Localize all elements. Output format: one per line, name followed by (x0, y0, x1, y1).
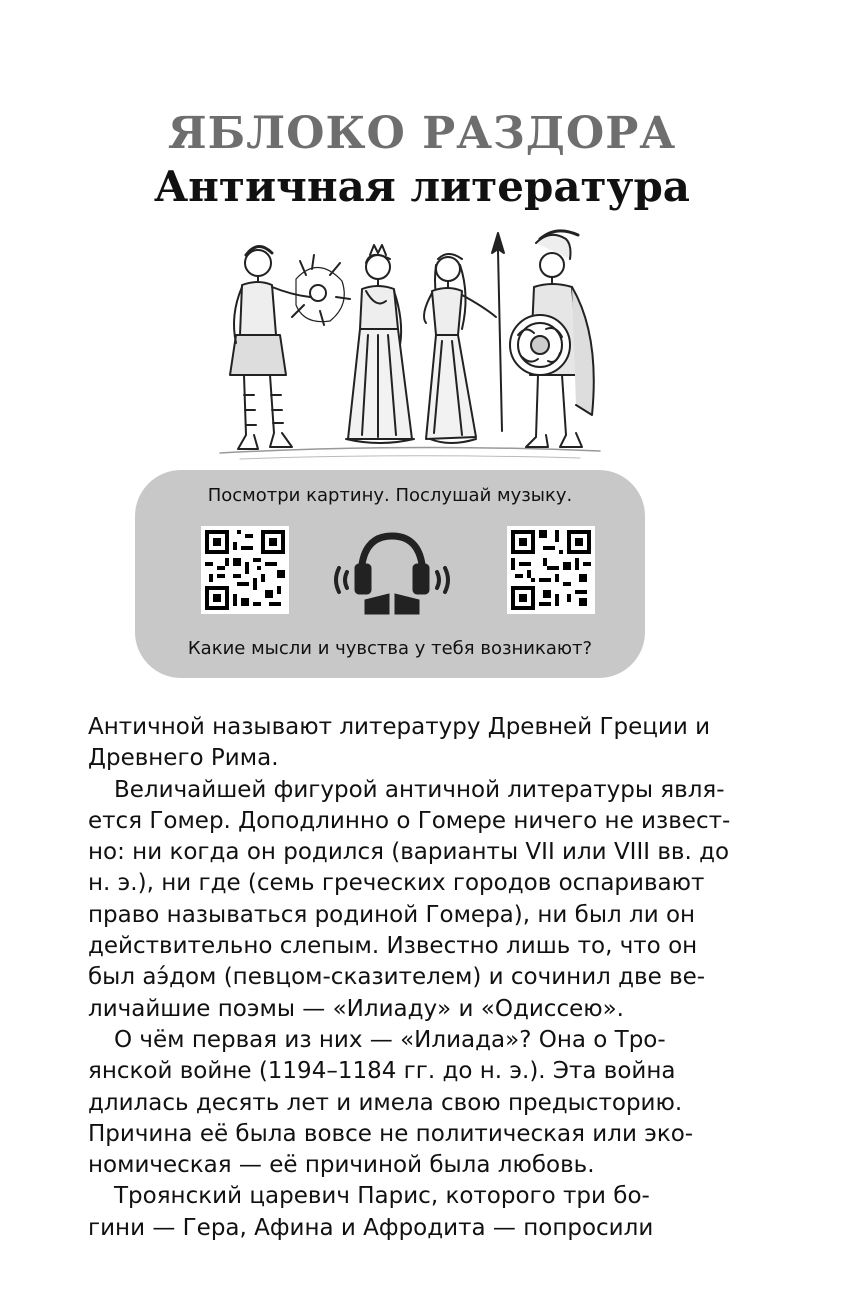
chapter-subtitle: Античная литература (153, 162, 691, 211)
text-line: право называться родиной Гомера), ни был ли он (88, 901, 696, 928)
chapter-title: ЯБЛОКО РАЗДОРА (167, 108, 677, 159)
text-line: Троянский царевич Парис, которого три бо- (114, 1183, 650, 1210)
media-caption-bottom: Какие мысли и чувства у тебя возникают? (187, 638, 593, 659)
text-line: Величайшей фигурой античной литературы явля- (114, 776, 725, 803)
text-line: Причина её была вовсе не политическая или эко- (88, 1120, 694, 1147)
text-line: н. э.), ни где (семь греческих городов оспаривают (88, 870, 705, 897)
greek-figures-illustration (200, 225, 620, 465)
headphones-book-icon[interactable] (331, 528, 453, 616)
text-line: личайшие поэмы — «Илиаду» и «Одиссею». (88, 995, 624, 1022)
media-box (135, 470, 645, 678)
text-line: был аэ́дом (певцом-сказителем) и сочинил две ве- (88, 964, 706, 991)
body-text (88, 712, 760, 1244)
text-line: О чём первая из них — «Илиада»? Она о Тро- (114, 1026, 666, 1053)
qr-code-icon[interactable] (201, 526, 289, 614)
text-line: гини — Гера, Афина и Афродита — попросили (88, 1214, 654, 1241)
text-line: длилась десять лет и имела свою предысторию. (88, 1089, 683, 1116)
qr-code-icon[interactable] (507, 526, 595, 614)
media-caption-top: Посмотри картину. Послушай музыку. (207, 485, 573, 506)
text-line: но: ни когда он родился (варианты VII или VIII вв. до (88, 839, 730, 866)
text-line: Античной называют литературу Древней Греции и (88, 714, 711, 740)
text-line: Древнего Рима. (88, 745, 279, 772)
text-line: номическая — её причиной была любовь. (88, 1152, 595, 1179)
text-line: действительно слепым. Известно лишь то, что он (88, 933, 698, 960)
text-line: янской войне (1194–1184 гг. до н. э.). Эта война (88, 1058, 676, 1085)
text-line: ется Гомер. Доподлинно о Гомере ничего не извест- (88, 807, 731, 834)
